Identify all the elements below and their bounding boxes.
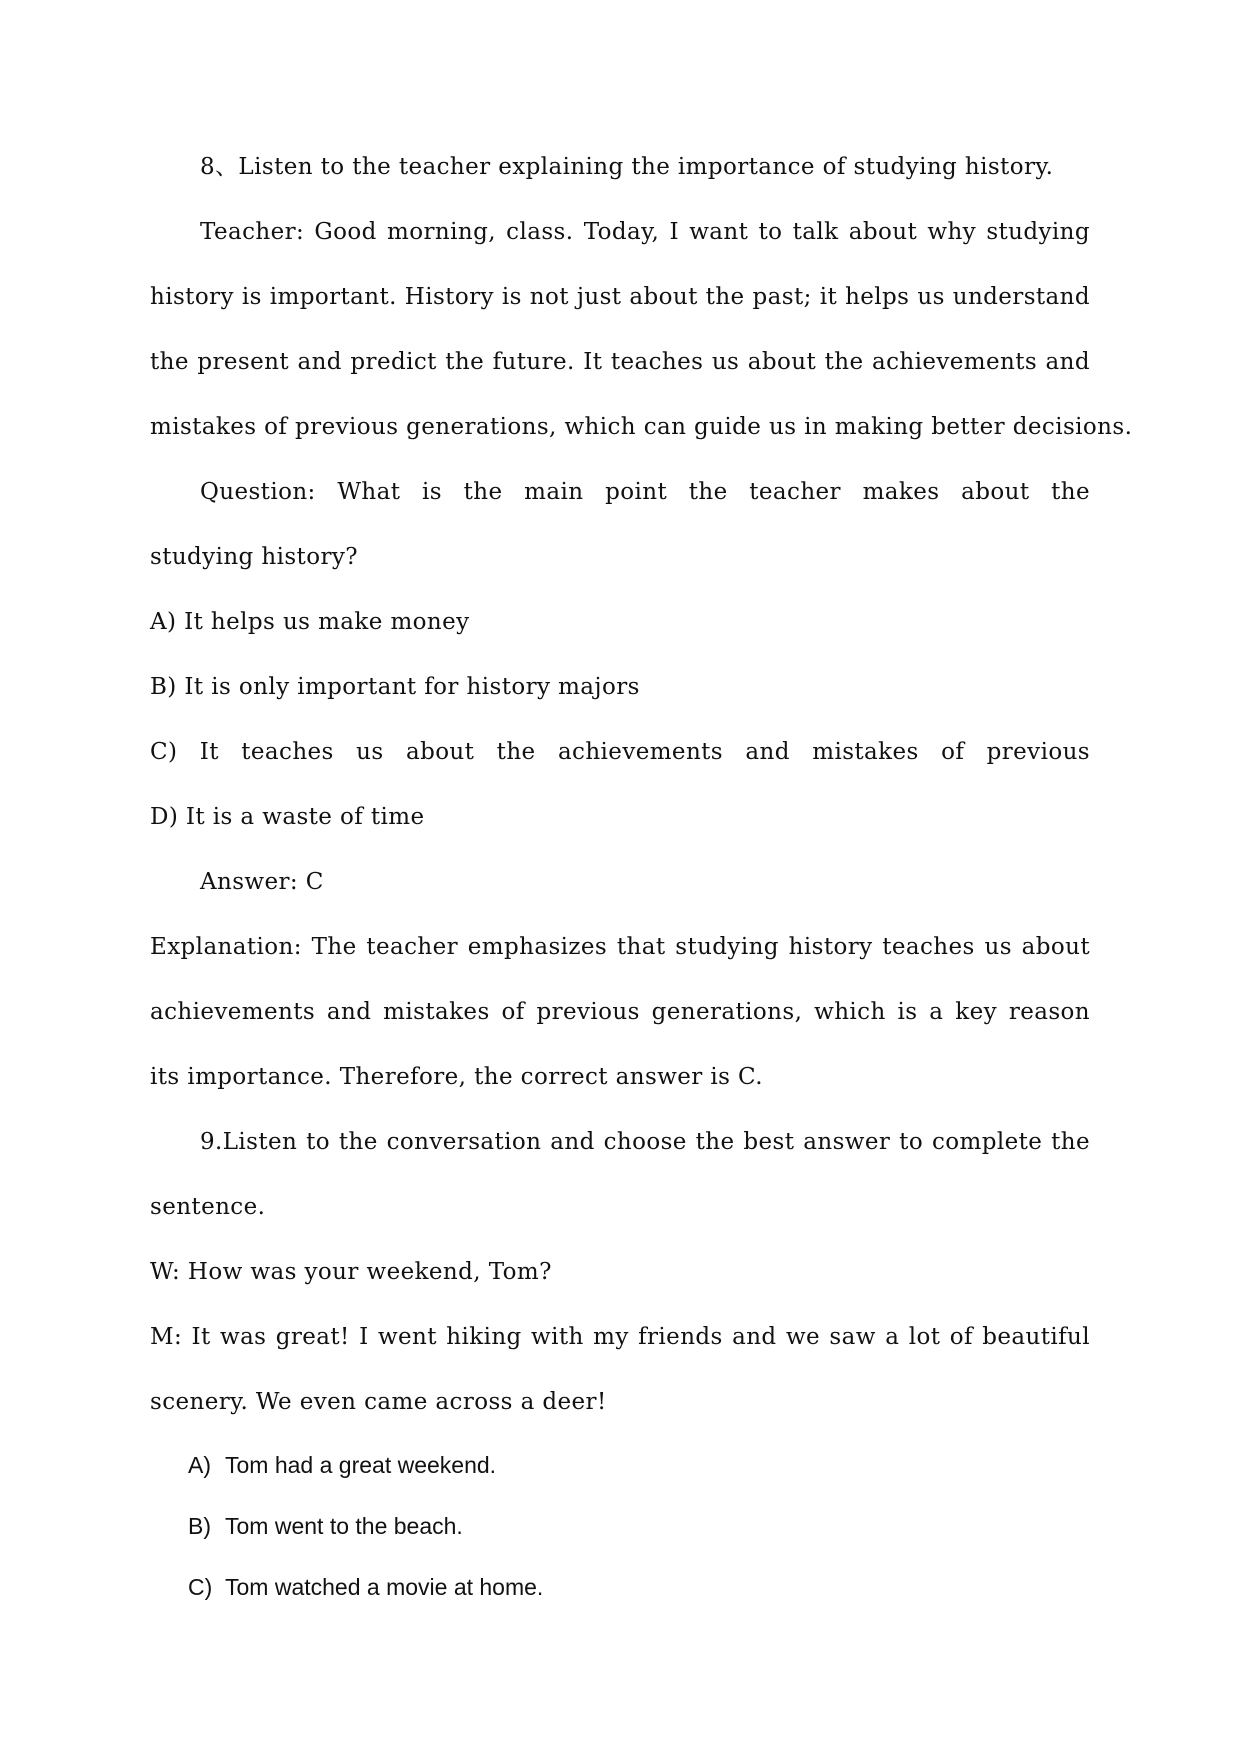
dialogue-m-line-1: M: It was great! I went hiking with my friends and we saw a lot of beautiful — [150, 1324, 1090, 1350]
option-b: B) It is only important for history majors — [150, 674, 640, 700]
q9-option-b-text: Tom went to the beach. — [225, 1513, 463, 1539]
option-a: A) It helps us make money — [150, 609, 470, 635]
q9-option-a — [150, 1435, 1090, 1496]
q9-option-c-letter: C) — [188, 1574, 213, 1600]
option-c: C) It teaches us about the achievements and mistakes of previous — [150, 739, 1090, 765]
explanation-line-3: its importance. Therefore, the correct answer is C. — [150, 1064, 763, 1090]
teacher-line-1: Teacher: Good morning, class. Today, I want to talk about why studying — [200, 219, 1090, 245]
q9-option-c-text: Tom watched a movie at home. — [225, 1574, 544, 1600]
dialogue-m-line-2: scenery. We even came across a deer! — [150, 1389, 607, 1415]
question-9-title-line-2: sentence. — [150, 1194, 266, 1220]
q9-option-a-letter: A) — [188, 1452, 211, 1478]
teacher-line-2: history is important. History is not just about the past; it helps us understand — [150, 284, 1090, 310]
option-d: D) It is a waste of time — [150, 804, 425, 830]
q9-option-b-letter: B) — [188, 1513, 211, 1539]
explanation-line-2: achievements and mistakes of previous generations, which is a key reason — [150, 999, 1090, 1025]
question-line-2: studying history? — [150, 544, 358, 570]
question-8-title: 8、Listen to the teacher explaining the importance of studying history. — [200, 154, 1054, 180]
teacher-line-4: mistakes of previous generations, which can guide us in making better decisions. — [150, 414, 1133, 440]
dialogue-w-line: W: How was your weekend, Tom? — [150, 1259, 552, 1285]
q9-option-c — [150, 1557, 1090, 1618]
question-9-title-line-1: 9.Listen to the conversation and choose the best answer to complete the — [200, 1129, 1090, 1155]
document-page — [150, 135, 1133, 1618]
q9-option-b — [150, 1496, 1090, 1557]
q9-option-a-text: Tom had a great weekend. — [225, 1452, 497, 1478]
explanation-line-1: Explanation: The teacher emphasizes that studying history teaches us about — [150, 934, 1090, 960]
question-line-1: Question: What is the main point the teacher makes about the — [200, 479, 1090, 505]
answer-line: Answer: C — [200, 869, 324, 895]
question-9-options — [150, 1435, 1090, 1618]
teacher-line-3: the present and predict the future. It teaches us about the achievements and — [150, 349, 1090, 375]
